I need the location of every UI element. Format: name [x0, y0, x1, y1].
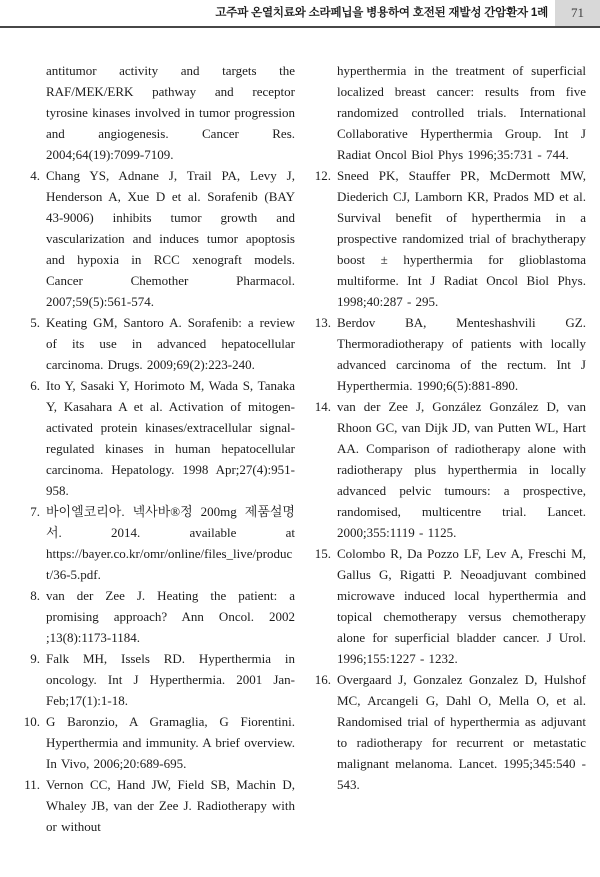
- reference-item: [20, 774, 295, 837]
- reference-text: Berdov BA, Menteshashvili GZ. Thermoradiotherapy of patients with locally advanced carcinoma of the rectum. Int J Hyperthermia. 1990;6(5):881-890.: [337, 315, 586, 393]
- reference-item: [20, 165, 295, 312]
- reference-number: 15.: [314, 546, 331, 561]
- reference-text: Falk MH, Issels RD. Hyperthermia in oncology. Int J Hyperthermia. 2001 Jan-Feb;17(1):1-18.: [46, 651, 295, 708]
- reference-text: Colombo R, Da Pozzo LF, Lev A, Freschi M, Gallus G, Rigatti P. Neoadjuvant combined microwave induced local hyperthermia and topical chemotherapy versus chemotherapy alone for superficial bladder cancer. J Urol. 1996;155:1227 - 1232.: [337, 546, 586, 666]
- page-number: 71: [571, 5, 584, 20]
- reference-number: 6.: [30, 378, 40, 393]
- reference-text: van der Zee J, González González D, van Rhoon GC, van Dijk JD, van Putten WL, Hart AA. Comparison of radiotherapy alone with radiotherapy plus hyperthermia in locally advanced pelvic tumours: a prospective, randomised, multicentre trial. Lancet. 2000;355:1119 - 1125.: [337, 399, 586, 540]
- reference-continuation: [311, 60, 586, 165]
- references-left-column: [20, 60, 295, 877]
- reference-number: 16.: [314, 672, 331, 687]
- reference-text: Keating GM, Santoro A. Sorafenib: a review of its use in advanced hepatocellular carcinoma. Drugs. 2009;69(2):223-240.: [46, 315, 295, 372]
- page-number-badge: [555, 0, 600, 26]
- references-section: [20, 60, 586, 877]
- reference-number: 8.: [30, 588, 40, 603]
- reference-number: 12.: [314, 168, 331, 183]
- reference-number: 4.: [30, 168, 40, 183]
- reference-item: [20, 501, 295, 585]
- reference-item: [311, 396, 586, 543]
- reference-number: 11.: [24, 777, 40, 792]
- reference-item: [311, 543, 586, 669]
- page-header: [0, 0, 600, 26]
- reference-text: Vernon CC, Hand JW, Field SB, Machin D, Whaley JB, van der Zee J. Radiotherapy with or without: [46, 777, 295, 834]
- reference-number: 10.: [23, 714, 40, 729]
- reference-item: [20, 312, 295, 375]
- reference-text: Overgaard J, Gonzalez Gonzalez D, Hulshof MC, Arcangeli G, Dahl O, Mella O, et al. Randomised trial of hyperthermia as adjuvant to radiotherapy for recurrent or metastatic malignant melanoma. Lancet. 1995;345:540 - 543.: [337, 672, 586, 792]
- reference-text: Chang YS, Adnane J, Trail PA, Levy J, Henderson A, Xue D et al. Sorafenib (BAY 43-9006) inhibits tumor growth and vascularization and induces tumor apoptosis and hypoxia in RCC xenograft models. Cancer Chemother Pharmacol. 2007;59(5):561-574.: [46, 168, 295, 309]
- reference-continuation: [20, 60, 295, 165]
- reference-text: antitumor activity and targets the RAF/MEK/ERK pathway and receptor tyrosine kinases involved in tumor progression and angiogenesis. Cancer Res. 2004;64(19):7099-7109.: [46, 63, 295, 162]
- reference-item: [20, 711, 295, 774]
- reference-text: hyperthermia in the treatment of superficial localized breast cancer: results from five randomized controlled trials. International Collaborative Hyperthermia Group. Int J Radiat Oncol Biol Phys 1996;35:731 - 744.: [337, 63, 586, 162]
- references-right-column: [311, 60, 586, 877]
- reference-text: 바이엘코리아. 넥사바®정 200mg 제품설명서. 2014. available at https://bayer.co.kr/omr/online/files_live/product/36-5.pdf.: [46, 504, 295, 582]
- header-divider: [0, 26, 600, 28]
- reference-text: Sneed PK, Stauffer PR, McDermott MW, Diederich CJ, Lamborn KR, Prados MD et al. Survival benefit of hyperthermia in a prospective randomized trial of brachytherapy boost ± hyperthermia for glioblastoma multiforme. Int J Radiat Oncol Biol Phys. 1998;40:287 - 295.: [337, 168, 586, 309]
- reference-number: 9.: [30, 651, 40, 666]
- reference-number: 13.: [314, 315, 331, 330]
- reference-item: [311, 165, 586, 312]
- reference-item: [20, 585, 295, 648]
- reference-number: 14.: [314, 399, 331, 414]
- running-title: 고주파 온열치료와 소라페닙을 병용하여 호전된 재발성 간암환자 1례: [215, 7, 548, 19]
- reference-number: 5.: [30, 315, 40, 330]
- reference-item: [20, 375, 295, 501]
- reference-text: van der Zee J. Heating the patient: a promising approach? Ann Oncol. 2002 ;13(8):1173-1184.: [46, 588, 295, 645]
- reference-item: [20, 648, 295, 711]
- reference-number: 7.: [30, 504, 40, 519]
- reference-item: [311, 669, 586, 795]
- reference-text: Ito Y, Sasaki Y, Horimoto M, Wada S, Tanaka Y, Kasahara A et al. Activation of mitogen-activated protein kinases/extracellular signal-regulated kinases in human hepatocellular carcinoma. Hepatology. 1998 Apr;27(4):951-958.: [46, 378, 295, 498]
- reference-text: G Baronzio, A Gramaglia, G Fiorentini. Hyperthermia and immunity. A brief overview. In Vivo, 2006;20:689-695.: [46, 714, 295, 771]
- reference-item: [311, 312, 586, 396]
